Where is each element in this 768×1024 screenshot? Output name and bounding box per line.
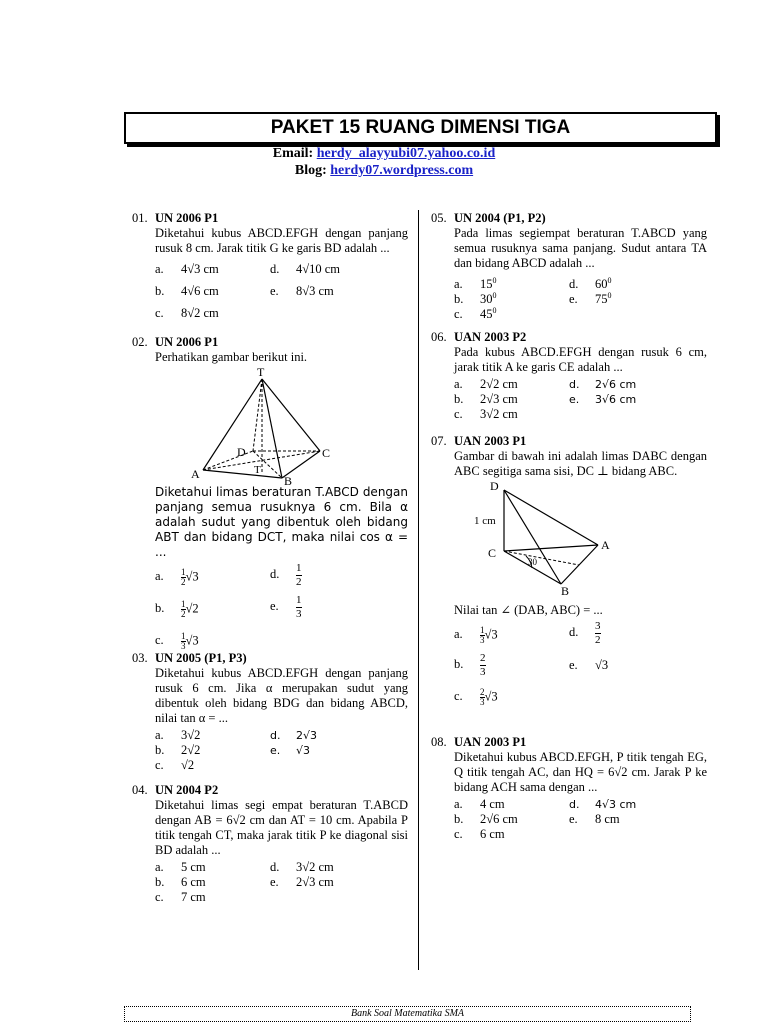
option-a: a. $15^0$ (454, 276, 497, 292)
option-c: c. $45^0$ (454, 306, 497, 322)
question-prompt: Nilai tan ∠ (DAB, ABC) = ... (454, 603, 603, 617)
angle-label: 30 (528, 557, 537, 567)
question-text: Pada limas segiempat beraturan T.ABCD yang semua rusuknya sama panjang. Sudut antara TA dan bidang ABCD adalah ... (454, 226, 707, 270)
option-d: d. $60^0$ (569, 276, 612, 292)
fraction: $\frac{2}{3}$ (480, 652, 486, 678)
blog-link[interactable]: herdy07.wordpress.com (330, 163, 474, 178)
option-d: d. 4√10 cm (270, 262, 341, 276)
question-text: Gambar di bawah ini adalah limas DABC dengan ABC segitiga sama sisi, DC ⊥ bidang ABC. (454, 449, 707, 478)
option-e: e. √3 (270, 744, 311, 757)
option-c: c. $\frac{1}{3}$ √3 (155, 631, 199, 651)
fraction: $\frac{1}{2}$ (181, 567, 186, 587)
fraction: $\frac{1}{3}$ (296, 594, 302, 620)
question-number: 07. (431, 434, 447, 448)
option-c: c. 6 cm (454, 827, 505, 841)
question-number: 05. (431, 211, 447, 225)
option-c: c. $\frac{2}{3}$ √3 (454, 687, 498, 707)
question-source: UN 2006 P1 (155, 211, 219, 225)
option-b: b. $\frac{2}{3}$ (454, 652, 486, 678)
question-source: UAN 2003 P2 (454, 330, 527, 344)
question-number: 03. (132, 651, 148, 665)
option-c: c. 7 cm (155, 890, 206, 904)
question-source: UN 2006 P1 (155, 335, 219, 349)
vertex-t-base: T (254, 464, 261, 476)
vertex-d: D (237, 445, 246, 459)
email-line (0, 146, 768, 162)
option-e: e. $75^0$ (569, 291, 612, 307)
option-e: e. 8 cm (569, 812, 620, 826)
option-d: d. $\frac{3}{2}$ (569, 620, 601, 646)
fraction: $\frac{1}{3}$ (181, 631, 186, 651)
blog-line (0, 163, 768, 179)
fraction: $\frac{1}{2}$ (181, 599, 186, 619)
vertex-b: B (284, 474, 293, 485)
option-e: e. 8√3 cm (270, 284, 334, 298)
option-a: a. 3√2 (155, 728, 201, 742)
question-number: 01. (132, 211, 148, 225)
option-c: c. 8√2 cm (155, 306, 219, 320)
question-text: Diketahui kubus ABCD.EFGH dengan panjang rusuk 8 cm. Jarak titik G ke garis BD adalah ... (155, 226, 408, 255)
option-a: a. 5 cm (155, 860, 206, 874)
tetrahedron-figure (454, 479, 707, 597)
question-source: UN 2004 P2 (155, 783, 219, 797)
option-d: d. 2√3 (270, 729, 318, 742)
fraction: $\frac{2}{3}$ (480, 687, 485, 707)
fraction: $\frac{1}{3}$ (480, 625, 485, 645)
question-source: UN 2004 (P1, P2) (454, 211, 546, 225)
option-a: a. $\frac{1}{2}$ √3 (155, 567, 199, 587)
option-b: b. $\frac{1}{2}$ √2 (155, 599, 199, 619)
question-intro: Perhatikan gambar berikut ini. (155, 350, 308, 364)
page-footer: Bank Soal Matematika SMA (124, 1006, 691, 1022)
option-d: d. $\frac{1}{2}$ (270, 562, 302, 588)
edge-length-label: 1 cm (474, 515, 496, 527)
pyramid-figure (155, 365, 408, 485)
option-a: a. $\frac{1}{3}$ √3 (454, 625, 498, 645)
email-label: Email: (272, 146, 314, 161)
option-c: c. √2 (155, 758, 195, 772)
option-e: e. $\frac{1}{3}$ (270, 594, 302, 620)
fraction: $\frac{3}{2}$ (595, 620, 601, 646)
email-link[interactable]: herdy_alayyubi07.yahoo.co.id (316, 146, 496, 161)
vertex-a: A (191, 467, 200, 481)
option-b: b. $30^0$ (454, 291, 497, 307)
vertex-c: C (488, 546, 497, 560)
blog-label: Blog: (294, 163, 327, 178)
option-d: d. 2√6 cm (569, 378, 637, 391)
option-d: d. 3√2 cm (270, 860, 334, 874)
question-text: Diketahui limas segi empat beraturan T.ABCD dengan AB = 6√2 cm dan AT = 10 cm. Apabila P titik tengah CT, maka jarak titik P ke diagonal sisi BD adalah ... (155, 798, 408, 857)
question-text: Diketahui limas beraturan T.ABCD dengan panjang semua rusuknya 6 cm. Bila α adalah sudut yang dibentuk oleh bidang ABT dan bidang DCT, maka nilai cos α = ... (155, 485, 408, 559)
vertex-b: B (561, 584, 570, 597)
question-text: Pada kubus ABCD.EFGH dengan rusuk 6 cm, jarak titik A ke garis CE adalah ... (454, 345, 707, 374)
option-a: a. 4√3 cm (155, 262, 219, 276)
option-b: b. 4√6 cm (155, 284, 219, 298)
question-source: UN 2005 (P1, P3) (155, 651, 247, 665)
vertex-d: D (490, 479, 499, 493)
vertex-a: A (601, 538, 610, 552)
option-d: d. 4√3 cm (569, 798, 637, 811)
vertex-c: C (322, 446, 331, 460)
question-number: 04. (132, 783, 148, 797)
vertex-t: T (257, 365, 265, 379)
question-number: 06. (431, 330, 447, 344)
option-e: e. 2√3 cm (270, 875, 334, 889)
option-a: a. 2√2 cm (454, 377, 518, 391)
question-number: 02. (132, 335, 148, 349)
page-title: PAKET 15 RUANG DIMENSI TIGA (124, 112, 717, 144)
question-number: 08. (431, 735, 447, 749)
option-b: b. 2√2 (155, 743, 201, 757)
option-a: a. 4 cm (454, 797, 505, 811)
option-c: c. 3√2 cm (454, 407, 518, 421)
option-e: e. √3 (569, 658, 609, 672)
question-source: UAN 2003 P1 (454, 434, 527, 448)
option-b: b. 2√6 cm (454, 812, 518, 826)
option-b: b. 6 cm (155, 875, 206, 889)
question-text: Diketahui kubus ABCD.EFGH dengan panjang rusuk 6 cm. Jika α merupakan sudut yang dibentuk oleh bidang BDG dan bidang ABCD, nilai tan α = ... (155, 666, 408, 725)
question-source: UAN 2003 P1 (454, 735, 527, 749)
question-text: Diketahui kubus ABCD.EFGH, P titik tengah EG, Q titik tengah AC, dan HQ = 6√2 cm. Jarak P ke bidang ACH sama dengan ... (454, 750, 707, 794)
column-divider (418, 210, 419, 970)
option-b: b. 2√3 cm (454, 392, 518, 406)
option-e: e. 3√6 cm (569, 393, 637, 406)
fraction: $\frac{1}{2}$ (296, 562, 302, 588)
